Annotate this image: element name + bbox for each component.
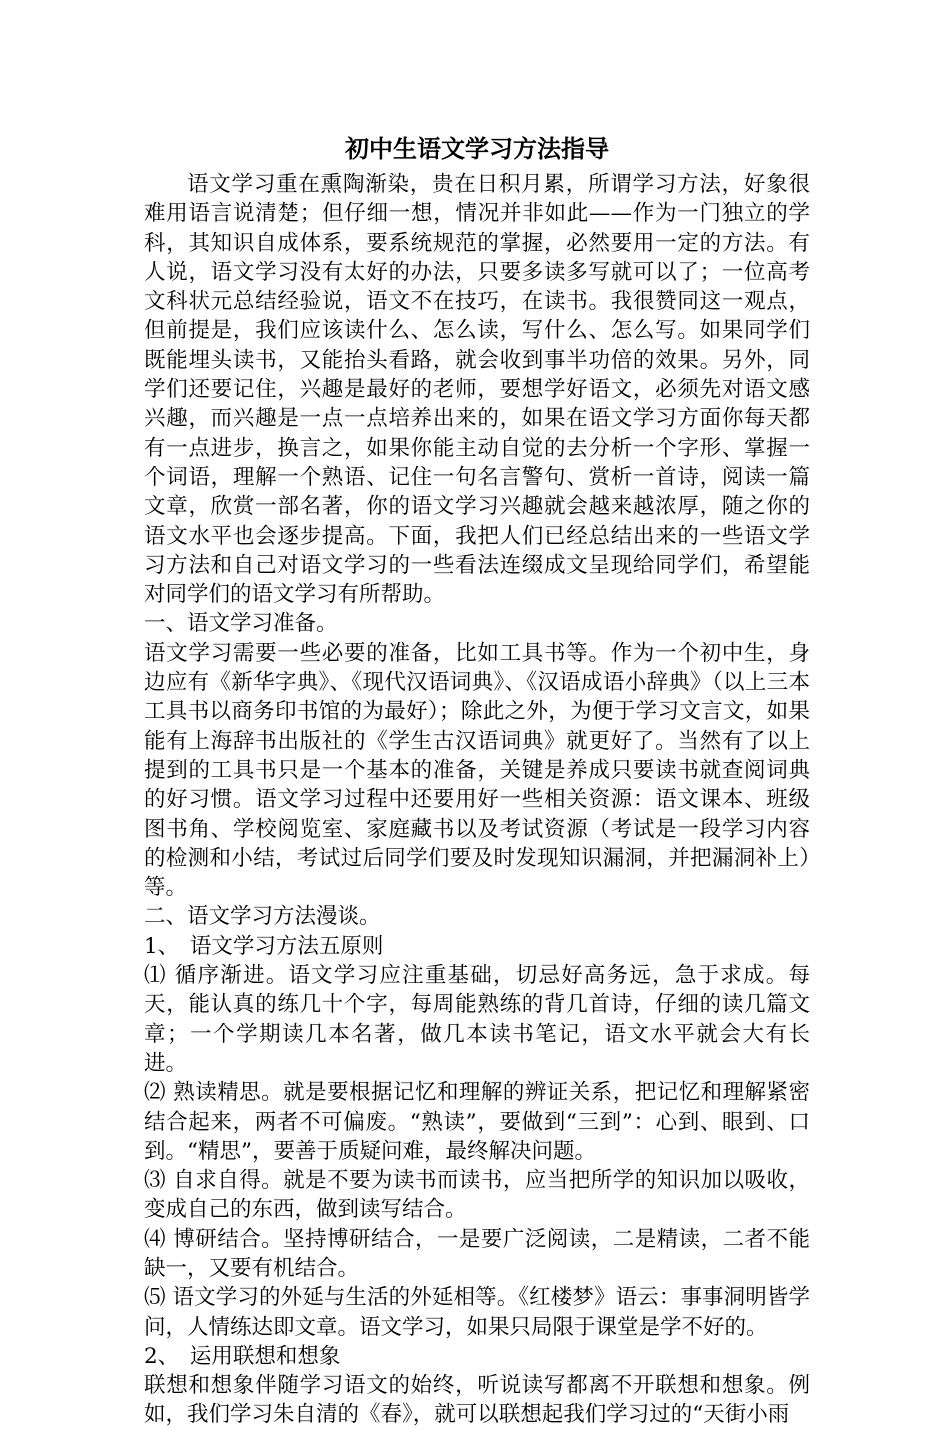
association-paragraph: 联想和想象伴随学习语文的始终，听说读写都离不开联想和想象。例如，我们学习朱自清的《春》，就可以联想起我们学习过的“天街小雨 xyxy=(144,1373,810,1428)
principle-item-4: ⑷ 博研结合。坚持博研结合，一是要广泛阅读，二是精读，二者不能缺一，又要有机结合。 xyxy=(144,1226,810,1281)
document-body xyxy=(144,130,810,1430)
principle-item-2: ⑵ 熟读精思。就是要根据记忆和理解的辨证关系，把记忆和理解紧密结合起来，两者不可偏废。“熟读”，要做到“三到”：心到、眼到、口到。“精思”，要善于质疑问难，最终解决问题。 xyxy=(144,1080,810,1164)
principle-item-5: ⑸ 语文学习的外延与生活的外延相等。《红楼梦》语云：事事洞明皆学问，人情练达即文章。语文学习，如果只局限于课堂是学不好的。 xyxy=(144,1285,810,1340)
subheading-five-principles: 1、 语文学习方法五原则 xyxy=(144,933,384,959)
document-title: 初中生语文学习方法指导 xyxy=(345,135,609,163)
preparation-paragraph: 语文学习需要一些必要的准备，比如工具书等。作为一个初中生，身边应有《新华字典》、《现代汉语词典》、《汉语成语小辞典》（以上三本工具书以商务印书馆的为最好）；除此之外，为便于学习文言文，如果能有上海辞书出版社的《学生古汉语词典》就更好了。当然有了以上提到的工具书只是一个基本的准备，关键是养成只要读书就查阅词典的好习惯。语文学习过程中还要用好一些相关资源：语文课本、班级图书角、学校阅览室、家庭藏书以及考试资源（考试是一段学习内容的检测和小结，考试过后同学们要及时发现知识漏洞，并把漏洞补上）等。 xyxy=(144,640,810,901)
intro-paragraph: 语文学习重在熏陶渐染，贵在日积月累，所谓学习方法，好象很难用语言说清楚；但仔细一想，情况并非如此——作为一门独立的学科，其知识自成体系，要系统规范的掌握，必然要用一定的方法。有人说，语文学习没有太好的办法，只要多读多写就可以了；一位高考文科状元总结经验说，语文不在技巧，在读书。我很赞同这一观点，但前提是，我们应该读什么、怎么读，写什么、怎么写。如果同学们既能埋头读书，又能抬头看路，就会收到事半功倍的效果。另外，同学们还要记住，兴趣是最好的老师，要想学好语文，必须先对语文感兴趣，而兴趣是一点一点培养出来的，如果在语文学习方面你每天都有一点进步，换言之，如果你能主动自觉的去分析一个字形、掌握一个词语，理解一个熟语、记住一句名言警句、赏析一首诗，阅读一篇文章，欣赏一部名著，你的语文学习兴趣就会越来越浓厚，随之你的语文水平也会逐步提高。下面，我把人们已经总结出来的一些语文学习方法和自己对语文学习的一些看法连缀成文呈现给同学们，希望能对同学们的语文学习有所帮助。 xyxy=(144,172,810,608)
section-heading-preparation: 一、语文学习准备。 xyxy=(144,611,338,637)
subheading-association-imagination: 2、 运用联想和想象 xyxy=(144,1343,341,1369)
section-heading-methods: 二、语文学习方法漫谈。 xyxy=(144,904,381,930)
principle-item-3: ⑶ 自求自得。就是不要为读书而读书，应当把所学的知识加以吸收，变成自己的东西，做到读写结合。 xyxy=(144,1168,810,1223)
principle-item-1: ⑴ 循序渐进。语文学习应注重基础，切忌好高务远，急于求成。每天，能认真的练几十个字，每周能熟练的背几首诗，仔细的读几篇文章；一个学期读几本名著，做几本读书笔记，语文水平就会大有长进。 xyxy=(144,963,810,1076)
